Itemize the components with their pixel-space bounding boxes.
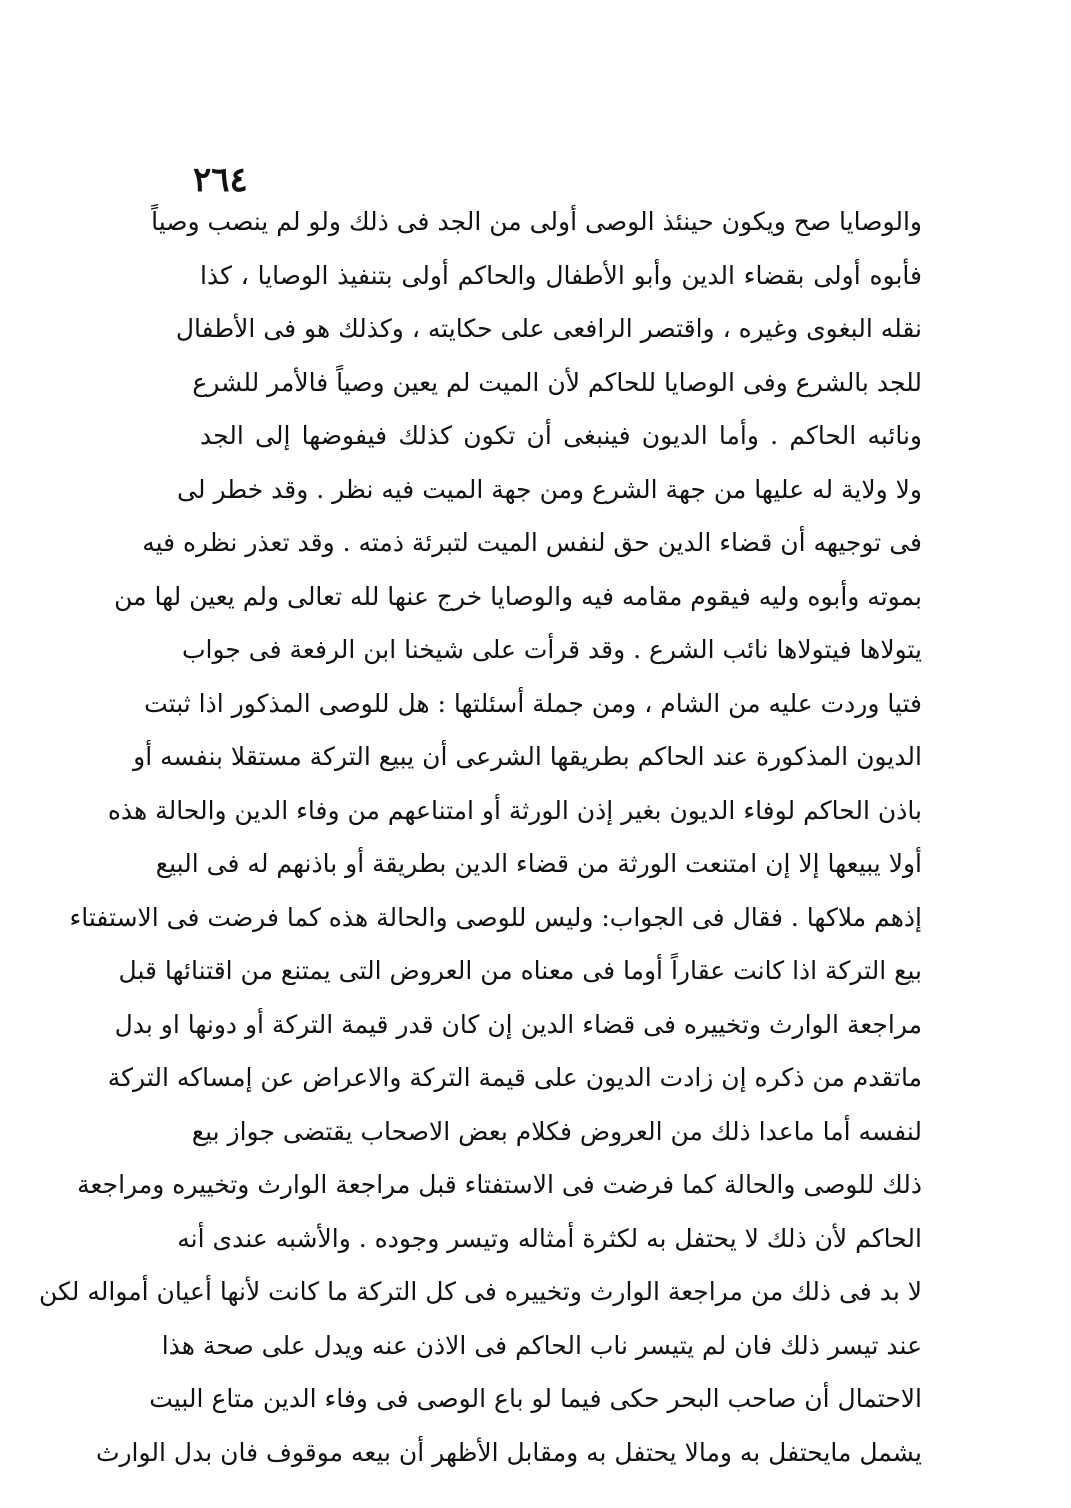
text-line: الديون المذكورة عند الحاكم بطريقها الشرعى أن يبيع التركة مستقلا بنفسه أو [133, 742, 922, 771]
text-line: إذهم ملاكها . فقال فى الجواب: وليس للوصى والحالة هذه كما فرضت فى الاستفتاء [69, 902, 922, 932]
text-line: بيع التركة اذا كانت عقاراً أوما فى معناه من العروض التى يمتنع من اقتنائها قبل [118, 956, 922, 985]
text-line: ونائبه الحاكم . وأما الديون فينبغى أن تكون كذلك فيفوضها إلى الجد [200, 421, 922, 450]
text-line: ماتقدم من ذكره إن زادت الديون على قيمة التركة والاعراض عن إمساكه التركة [107, 1063, 922, 1092]
text-line: باذن الحاكم لوفاء الديون بغير إذن الورثة أو امتناعهم من وفاء الدين والحالة هذه [107, 795, 922, 825]
text-line: بموته وأبوه وليه فيقوم مقامه فيه والوصايا خرج عنها لله تعالى ولم يعين لها من [114, 581, 922, 611]
text-line: فأبوه أولى بقضاء الدين وأبو الأطفال والحاكم أولى بتنفيذ الوصايا ، كذا [200, 260, 922, 290]
text-line: يشمل مايحتفل به ومالا يحتفل به ومقابل الأظهر أن بيعه موقوف فان بدل الوارث [95, 1437, 922, 1467]
text-line: ولا ولاية له عليها من جهة الشرع ومن جهة الميت فيه نظر . وقد خطر لى [177, 474, 922, 504]
text-line: الاحتمال أن صاحب البحر حكى فيما لو باع الوصى فى وفاء الدين متاع البيت [149, 1384, 922, 1413]
text-line: فتيا وردت عليه من الشام ، ومن جملة أسئلتها : هل للوصى المذكور اذا ثبتت [144, 688, 922, 718]
text-line: مراجعة الوارث وتخييره فى قضاء الدين إن كان قدر قيمة التركة أو دونها او بدل [114, 1009, 922, 1039]
text-line: لنفسه أما ماعدا ذلك من العروض فكلام بعض الاصحاب يقتضى جواز بيع [191, 1116, 922, 1146]
page-number: ٢٦٤ [193, 160, 248, 200]
text-line: ذلك للوصى والحالة كما فرضت فى الاستفتاء قبل مراجعة الوارث وتخييره ومراجعة [77, 1170, 922, 1199]
text-line: الحاكم لأن ذلك لا يحتفل به لكثرة أمثاله وتيسر وجوده . والأشبه عندى أنه [177, 1223, 922, 1253]
body-text [38, 195, 922, 1479]
text-line: والوصايا صح ويكون حينئذ الوصى أولى من الجد فى ذلك ولو لم ينصب وصياً [151, 207, 922, 236]
text-line: أولا يبيعها إلا إن امتنعت الورثة من قضاء الدين بطريقة أو باذنهم له فى البيع [155, 849, 922, 878]
text-line: نقله البغوى وغيره ، واقتصر الرافعى على حكايته ، وكذلك هو فى الأطفال [175, 314, 922, 343]
text-line: فى توجيهه أن قضاء الدين حق لنفس الميت لتبرئة ذمته . وقد تعذر نظره فيه [142, 528, 922, 557]
text-line: عند تيسر ذلك فان لم يتيسر ناب الحاكم فى الاذن عنه ويدل على صحة هذا [161, 1330, 922, 1360]
text-line: لا بد فى ذلك من مراجعة الوارث وتخييره فى كل التركة ما كانت لأنها أعيان أمواله لكن [38, 1277, 922, 1306]
text-line: يتولاها فيتولاها نائب الشرع . وقد قرأت على شيخنا ابن الرفعة فى جواب [182, 635, 922, 664]
text-line: للجد بالشرع وفى الوصايا للحاكم لأن الميت لم يعين وصياً فالأمر للشرع [192, 367, 922, 397]
